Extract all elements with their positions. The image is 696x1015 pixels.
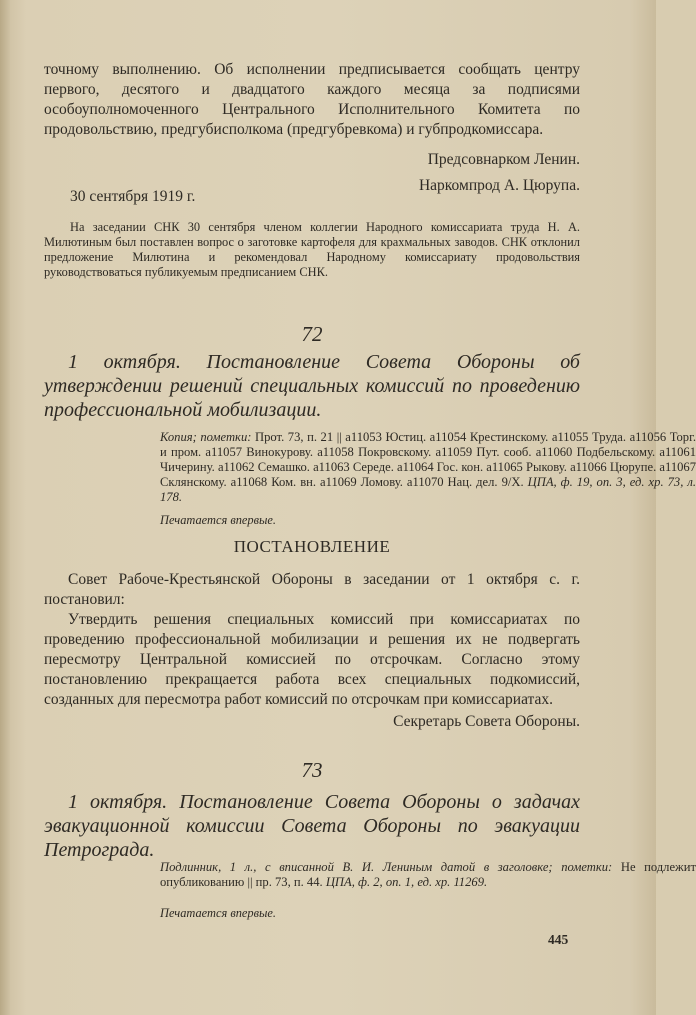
document-number-73: 73 — [301, 758, 323, 782]
archival-metadata-73 — [44, 860, 696, 890]
meta-text: Прот. 73, п. 21 || а11053 Юстиц. а11054 Крестинскому. а11055 Труда. а11056 Торг. и пром. а11057 Винокурову. а11058 Покровскому. а11059 Пут. сооб. а11060 Подбельскому. а11061 Чичерину. а11062 Семашко. а11063 Середе. а11064 Гос. кон. а11065 Рыкову. а11066 Цюрупе. а11067 Склянскому. а11068 Ком. вн. а11069 Ломову. а11070 Нац. дел. 9/Х. — [160, 430, 696, 489]
document-number-72: 72 — [301, 322, 323, 346]
page-spine-shadow — [0, 0, 10, 1015]
meta-archive: ЦПА, ф. 19, оп. 3, ед. хр. 73, л. 178. — [160, 475, 696, 504]
printed-first-72: Печатается впервые. — [160, 513, 276, 527]
meta-text: Не подлежит опубликованию || пр. 73, п. 44. — [160, 860, 696, 889]
printed-first-73: Печатается впервые. — [160, 906, 276, 920]
document-title-73: 1 октября. Постановление Совета Обороны о задачах эвакуационной комиссии Совета Обороны по эвакуации Петрограда. — [44, 791, 580, 861]
archival-metadata-72 — [44, 430, 696, 505]
meta-label: Копия; пометки: — [160, 430, 252, 444]
signature-secretary: Секретарь Совета Обороны. — [393, 713, 580, 730]
meta-archive: ЦПА, ф. 2, оп. 1, ед. хр. 11269. — [325, 875, 488, 889]
continued-paragraph: точному выполнению. Об исполнении предписывается сообщать центру первого, десятого и двадцатого каждого месяца за подписями особоуполномоченного Центрального Исполнительного Комитета по продовольствию, предгубисполкома (предгубревкома) и губпродкомиссара. — [44, 61, 580, 138]
meta-italic: Подлинник, 1 л., с вписанной В. И. Лениным датой в заголовке; пометки: — [160, 860, 613, 874]
signature-tsyurupa: Наркомпрод А. Цюрупа. — [418, 177, 580, 194]
section-heading: ПОСТАНОВЛЕНИЕ — [233, 537, 391, 556]
resolution-paragraph-2: Утвердить решения специальных комиссий при комиссариатах по проведению профессиональной мобилизации и решения их не подвергать пересмотру Центральной комиссией по отсрочкам. Согласно этому постановлению прекращается работа всех специальных подкомиссий, созданных для пересмотра работ комиссий по отсрочкам при комиссариатах. — [44, 611, 580, 708]
signature-lenin: Предсовнарком Ленин. — [427, 151, 580, 168]
resolution-paragraph-1: Совет Рабоче-Крестьянской Обороны в заседании от 1 октября с. г. постановил: — [44, 571, 580, 608]
document-title-72: 1 октября. Постановление Совета Обороны об утверждении решений специальных комиссий по проведению профессиональной мобилизации. — [44, 351, 580, 421]
editorial-note: На заседании СНК 30 сентября членом коллегии Народного комиссариата труда Н. А. Милютиным был поставлен вопрос о заготовке картофеля для крахмальных заводов. СНК отклонил предложение Милютина и рекомендовал Народному комиссариату продовольствия руководствоваться публикуемым предписанием СНК. — [44, 220, 580, 279]
document-date: 30 сентября 1919 г. — [70, 188, 196, 205]
page-number: 445 — [548, 932, 569, 947]
